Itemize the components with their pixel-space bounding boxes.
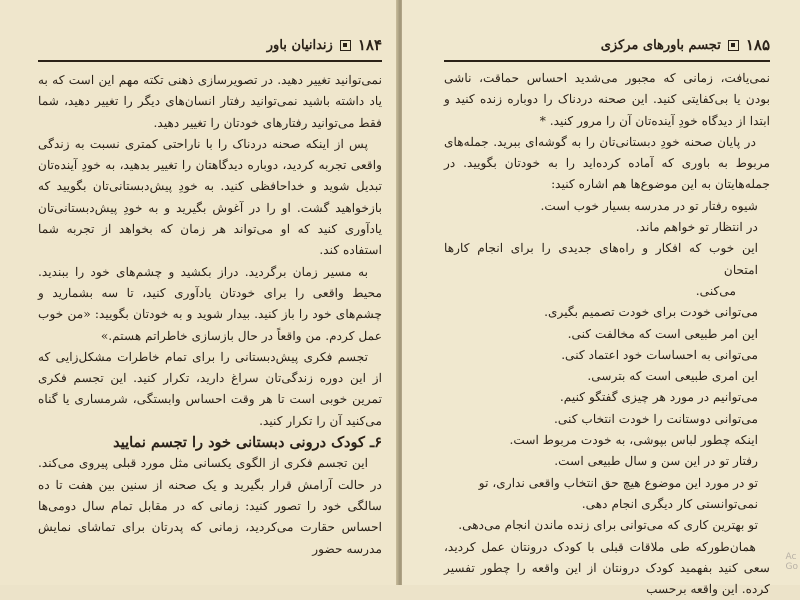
header-rule [38,60,382,62]
square-ornament-icon [728,40,739,51]
paragraph: به مسیر زمان برگردید. دراز بکشید و چشم‌های خود را ببندید. محیط واقعی را برای خودتان یادآوری کنید، تا سه بشمارید و چشم‌های خود را باز کنید. بیدار شوید و به خودتان بگویید: «من خوب عمل کردم. من واقعاً در حال بازسازی خاطراتم هستم.» [38,264,382,343]
affirmation-line: می‌توانی خودت برای خودت تصمیم بگیری. [544,305,758,320]
paragraph: تجسم فکری پیش‌دبستانی را برای تمام خاطرات مشکل‌زایی که از این دوره زندگی‌تان سراغ دارید، تکرار کنید. این تجسم فکری تمرین خوبی است تا هر وقت احساس وابستگی، شرمساری یا گناه می‌کنید آن را تکرار کنید. [38,349,382,428]
affirmation-line: نمی‌توانستی کار دیگری انجام دهی. [581,496,758,511]
paragraph: در پایان صحنه خودِ دبستانی‌تان را به گوشه‌ای ببرید. جمله‌های مربوط به باوری که آماده کرده‌اید را به خودتان بگویید. در جمله‌هایتان به این موضوع‌ها هم اشاره کنید: [444,134,770,192]
paragraph: همان‌طورکه طی ملاقات قبلی با کودک درونتان عمل کردید، سعی کنید بفهمید کودک درونتان از این واقعه را چطور تفسیر کرده. این واقعه برحسب [444,539,770,597]
affirmation-line: در انتظار تو خواهم ماند. [635,220,758,235]
affirmation-line: می‌توانی دوستانت را خودت انتخاب کنی. [554,411,758,426]
affirmation-line: می‌توانی به احساسات خود اعتماد کنی. [561,347,758,362]
affirmation-line: این امر طبیعی است که مخالفت کنی. [567,326,758,341]
affirmation-line: تو بهترین کاری که می‌توانی برای زنده ماندن انجام می‌دهی. [458,518,758,533]
affirmation-line: شیوه رفتار تو در مدرسه بسیار خوب است. [540,198,758,213]
affirmation-line: می‌توانیم در مورد هر چیزی گفتگو کنیم. [559,390,758,405]
affirmation-line: این امری طبیعی است که بترسی. [587,369,758,384]
affirmation-line: اینکه چطور لباس بپوشی، به خودت مربوط است. [509,433,758,448]
page-body [38,70,382,560]
affirmation-line: رفتار تو در این سن و سال طبیعی است. [554,454,758,469]
watermark-line: Go [785,562,798,572]
affirmation-list [444,196,770,537]
right-page [402,0,800,597]
affirmation-line: تو در مورد این موضوع هیچ حق انتخاب واقعی نداری، تو [478,475,758,490]
square-ornament-icon [340,40,351,51]
paragraph: نمی‌توانید تغییر دهید. در تصویرسازی ذهنی تکته مهم این است که به یاد داشته باشید نمی‌توانید رفتار انسان‌های دیگر را تغییر دهید، شما فقط می‌توانید رفتارهای خودتان را تغییر دهید. [38,73,382,130]
watermark [786,552,798,572]
affirmation-line: این خوب که افکار و راه‌های جدیدی را برای انجام کارها امتحان [444,241,758,277]
paragraph: پس از اینکه صحنه دردناک را با ناراحتی کمتری نسبت به زندگی واقعی تجربه کردید، دوباره دیدگاهتان را تغییر بدهید، به خودِ آینده‌تان تبدیل شوید و خداحافظی کنید. به خودِ پیش‌دبستانی‌تان بگویید که بازخواهید گشت. او را در آغوش بگیرید و به خودِ پیش‌دبستانی‌تان یادآوری کنید که او می‌تواند هر زمان که بخواهد از تجربه شما استفاده کند. [38,136,382,258]
page-number: ۱۸۵ [745,36,770,54]
paragraph: نمی‌یافت، زمانی که مجبور می‌شدید احساس حماقت، ناشی بودن یا بی‌کفایتی کنید. این صحنه دردناک را دوباره زنده کنید و ابتدا از دیدگاه خودِ آینده‌تان آن را مرور کنید. * [444,71,770,128]
running-title: تجسم باورهای مرکزی [600,37,721,53]
page-header [442,34,770,56]
left-page [0,0,398,585]
page-body [444,68,770,600]
page-header [40,34,382,56]
paragraph: این تجسم فکری از الگوی یکسانی مثل مورد قبلی پیروی می‌کند. در حالت آرامش قرار بگیرید و یک صحنه از سنین بین هفت تا ده سالگی خود را تصور کنید: زمانی که در مقابل تمام سال دومی‌ها احساس حقارت می‌کردید، زمانی که پدرتان برای تماشای نمایش مدرسه حضور [38,456,382,556]
header-rule [444,60,770,62]
watermark-line: Ac [785,552,797,562]
affirmation-line: می‌کنی. [695,283,736,298]
section-title: ۶ـ کودک درونی دبستانی خود را تجسم نمایید [113,434,382,452]
page-number: ۱۸۴ [357,36,382,54]
running-title: زندانیان باور [266,37,333,53]
